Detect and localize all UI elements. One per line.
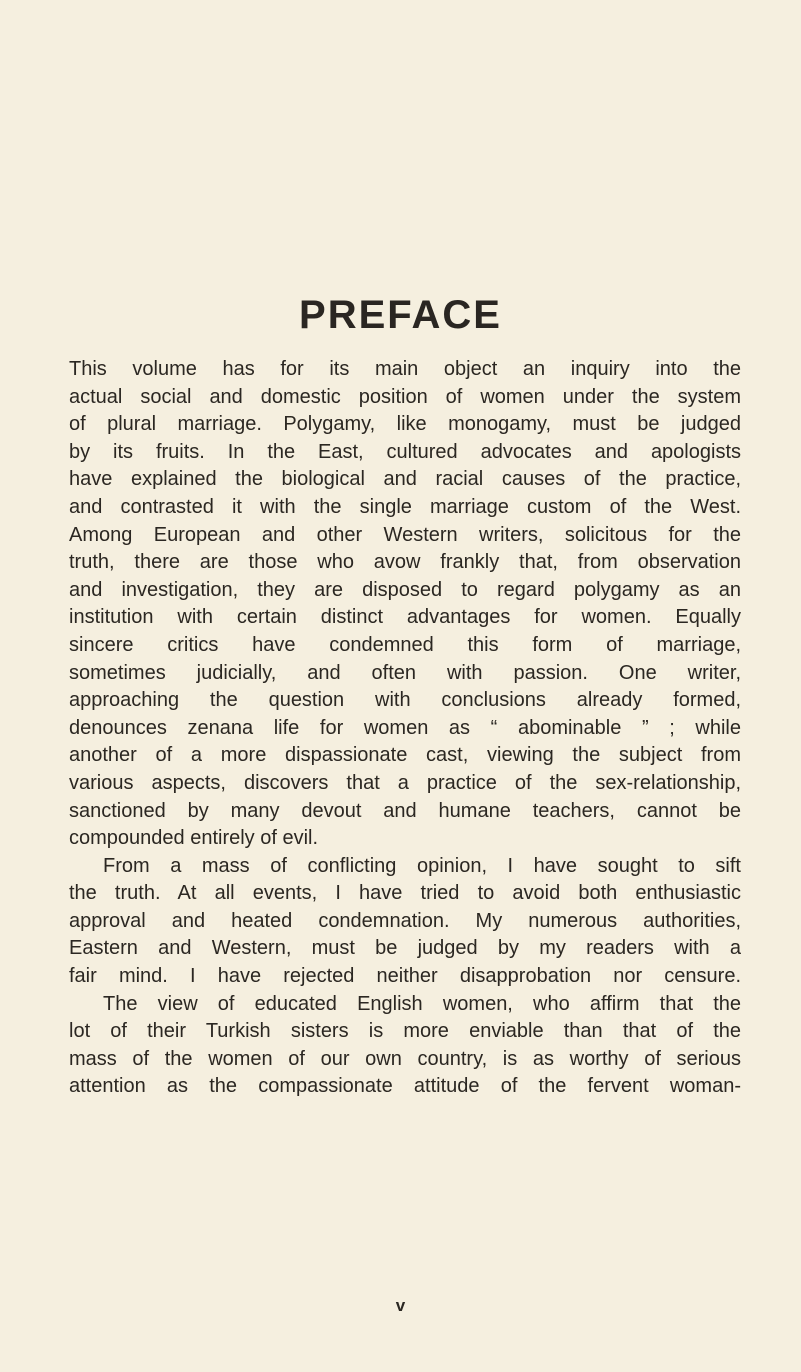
preface-body bbox=[69, 356, 741, 1101]
text-line: by its fruits. In the East, cultured advocates and apologists bbox=[69, 440, 741, 463]
text-line: and contrasted it with the single marriage custom of the West. bbox=[69, 495, 741, 518]
text-line: sometimes judicially, and often with passion. One writer, bbox=[69, 661, 741, 684]
page-number: v bbox=[395, 1296, 406, 1315]
text-line: the truth. At all events, I have tried to avoid both enthusiastic bbox=[69, 882, 741, 905]
text-line: fair mind. I have rejected neither disapprobation nor censure. bbox=[69, 965, 741, 988]
text-line: various aspects, discovers that a practice of the sex-relationship, bbox=[69, 771, 741, 794]
text-line: institution with certain distinct advantages for women. Equally bbox=[69, 606, 741, 629]
text-line: compounded entirely of evil. bbox=[69, 827, 319, 850]
text-line: truth, there are those who avow frankly that, from observation bbox=[69, 551, 741, 574]
text-line: approval and heated condemnation. My numerous authorities, bbox=[69, 909, 741, 932]
text-line: sincere critics have condemned this form of marriage, bbox=[69, 633, 741, 656]
text-line: attention as the compassionate attitude of the fervent woman- bbox=[69, 1075, 741, 1098]
text-line: of plural marriage. Polygamy, like monogamy, must be judged bbox=[69, 413, 741, 436]
text-line: This volume has for its main object an inquiry into the bbox=[69, 358, 741, 380]
page-title: PREFACE bbox=[299, 293, 502, 337]
text-line: have explained the biological and racial causes of the practice, bbox=[69, 468, 741, 491]
text-line: mass of the women of our own country, is as worthy of serious bbox=[69, 1047, 741, 1070]
text-line: approaching the question with conclusions already formed, bbox=[69, 689, 741, 712]
text-line: sanctioned by many devout and humane teachers, cannot be bbox=[69, 799, 741, 822]
text-line: Eastern and Western, must be judged by my readers with a bbox=[69, 937, 741, 960]
text-line: denounces zenana life for women as “ abominable ” ; while bbox=[69, 716, 741, 739]
text-line: The view of educated English women, who affirm that the bbox=[103, 992, 741, 1015]
text-line: and investigation, they are disposed to regard polygamy as an bbox=[69, 578, 741, 601]
text-line: actual social and domestic position of women under the system bbox=[69, 385, 741, 408]
text-line: another of a more dispassionate cast, viewing the subject from bbox=[69, 744, 741, 767]
text-line: lot of their Turkish sisters is more enviable than that of the bbox=[69, 1020, 741, 1043]
text-line: Among European and other Western writers, solicitous for the bbox=[69, 523, 741, 546]
text-line: From a mass of conflicting opinion, I have sought to sift bbox=[103, 854, 741, 877]
